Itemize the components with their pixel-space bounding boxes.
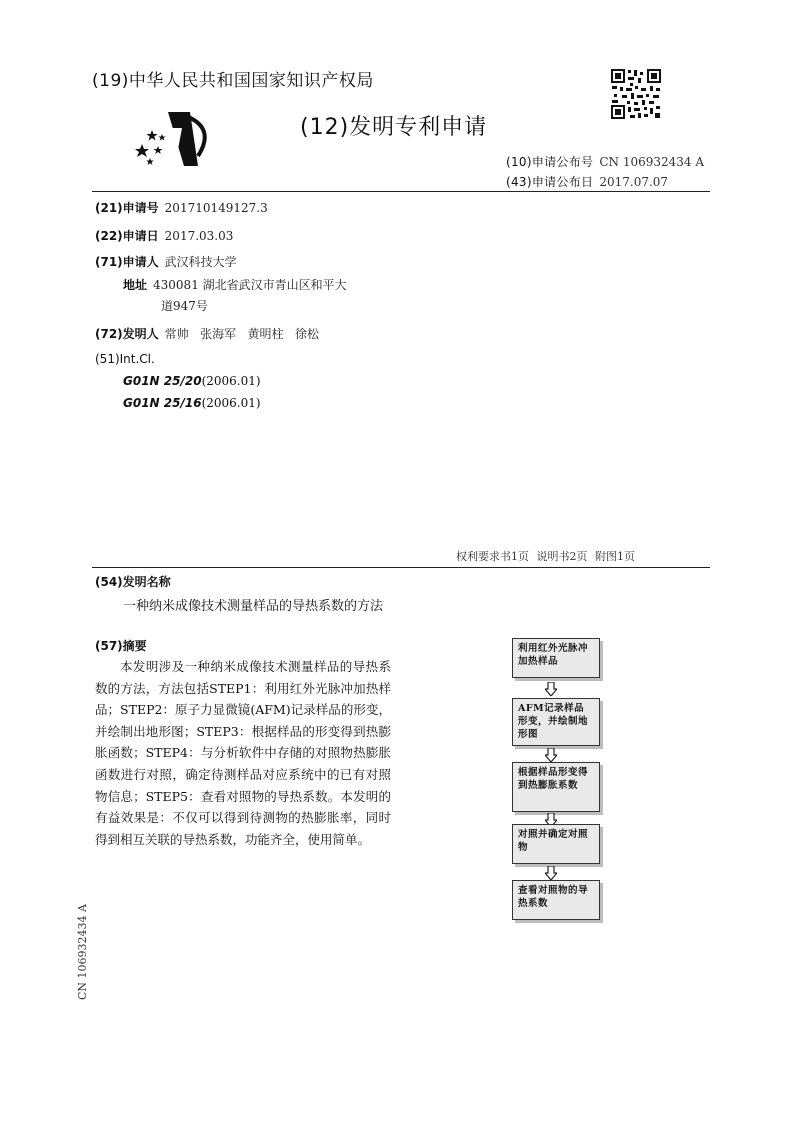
publication-date: 2017.07.07 [599, 175, 669, 189]
abstract-text: 本发明涉及一种纳米成像技术测量样品的导热系数的方法，方法包括STEP1：利用红外光脉冲加热样品；STEP2：原子力显微镜(AFM)记录样品的形变，并绘制出地形图；STEP3：根据样品的形变得到热膨胀函数；STEP4：与分析软件中存储的对照物热膨胀函数进行对照，确定待测样品对应系统中的已有对照物信息；STEP5：查看对照物的导热系数。本发明的有益效果是：不仅可以得到待测物的热膨胀率，同时得到相互关联的导热系数，功能齐全，使用简单。 [95, 659, 391, 847]
address-line-1: 430081 湖北省武汉市青山区和平大 [153, 278, 347, 292]
applicant: 武汉科技大学 [164, 255, 237, 269]
address-line-2: 道947号 [161, 299, 208, 313]
applicant-label: (71)申请人 [95, 255, 159, 269]
applicant-field [95, 253, 237, 270]
application-number-field [95, 199, 268, 216]
inventors-label: (72)发明人 [95, 327, 159, 341]
application-date-label: (22)申请日 [95, 229, 159, 243]
section-divider [92, 567, 710, 568]
ipc-version: (2006.01) [201, 396, 261, 410]
address-label: 地址 [123, 278, 148, 292]
flowchart-step: AFM记录样品形变，并绘制地形图 [512, 698, 600, 746]
address-field [123, 276, 347, 293]
flowchart-step: 对照并确定对照物 [512, 824, 600, 864]
abstract-label: (57)摘要 [95, 639, 147, 653]
flowchart-step: 查看对照物的导热系数 [512, 880, 600, 920]
qr-code-icon [610, 68, 662, 120]
arrow-down-icon [545, 866, 557, 880]
header-divider [92, 191, 710, 192]
address-line-2-field [161, 297, 208, 314]
ipc-code: G01N 25/16 [123, 396, 202, 410]
ipc-code: G01N 25/20 [123, 374, 202, 388]
application-date-field [95, 227, 233, 244]
side-publication-number: CN 106932434 A [76, 904, 89, 1000]
abstract-label-field [95, 637, 147, 654]
invention-title-label: (54)发明名称 [95, 575, 171, 589]
publication-number: CN 106932434 A [599, 155, 705, 169]
application-number: 201710149127.3 [164, 201, 268, 215]
ipc-version: (2006.01) [201, 374, 261, 388]
publication-date-label: (43)申请公布日 [506, 175, 594, 189]
inventors-field [95, 325, 319, 342]
title-label-field [95, 573, 171, 590]
flowchart-step: 根据样品形变得到热膨胀系数 [512, 762, 600, 812]
publication-number-label: (10)申请公布号 [506, 155, 594, 169]
document-type: (12)发明专利申请 [300, 115, 488, 140]
application-number-label: (21)申请号 [95, 201, 159, 215]
arrow-down-icon [545, 748, 557, 762]
int-cl-label: (51)Int.Cl. [95, 352, 155, 366]
arrow-down-icon [545, 682, 557, 696]
int-cl-field [95, 352, 155, 366]
invention-title: 一种纳米成像技术测量样品的导热系数的方法 [123, 599, 384, 614]
application-date: 2017.03.03 [164, 229, 234, 243]
flowchart-step: 利用红外光脉冲加热样品 [512, 638, 600, 678]
ipc-entry [123, 374, 261, 388]
cnipa-logo-icon [128, 108, 218, 170]
publication-info [506, 152, 704, 192]
office-name: (19)中华人民共和国国家知识产权局 [92, 71, 374, 91]
page-count-info: 权利要求书1页 说明书2页 附图1页 [456, 550, 635, 563]
ipc-entry [123, 396, 261, 410]
inventors: 常帅 张海军 黄明柱 徐松 [164, 327, 320, 341]
